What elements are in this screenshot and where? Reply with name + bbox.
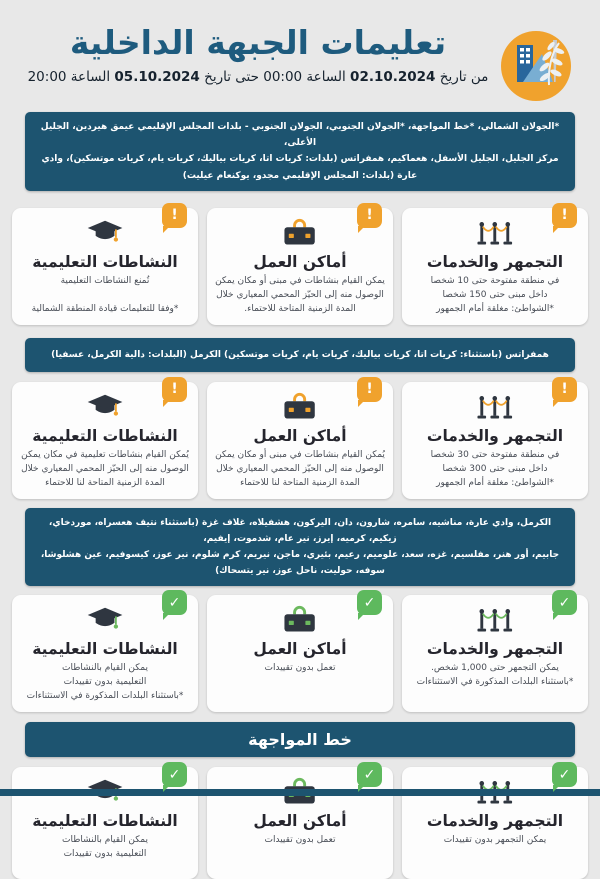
date-range <box>28 69 489 85</box>
card-workplaces <box>207 595 393 712</box>
check-badge: ✓ <box>552 762 577 787</box>
card-text: تعمل بدون تقييدات <box>264 835 336 846</box>
graduation-cap-icon <box>87 220 123 246</box>
card-text: داخل مبنى حتى 300 شخصا <box>442 463 548 474</box>
warning-badge: ! <box>552 377 577 402</box>
card-title: أماكن العمل <box>253 252 347 271</box>
card-text: يُمكن القيام بنشاطات تعليمية في مكان يمكن الوصول منه إلى الحيّز المحمي المعياري خلال المدة الزمنية المتاحة لنا للاحتماء <box>21 449 189 488</box>
date-from: 02.10.2024 <box>350 69 436 86</box>
region-header-south <box>25 508 575 587</box>
card-title: النشاطات التعليمية <box>32 640 178 659</box>
card-gatherings <box>402 595 588 712</box>
check-badge: ✓ <box>162 590 187 615</box>
card-workplaces <box>207 208 393 325</box>
card-education <box>12 208 198 325</box>
card-row-1 <box>12 208 588 325</box>
subtitle-part: الساعة 00:00 حتى تاريخ <box>204 69 346 86</box>
card-text: داخل مبنى حتى 150 شخصا <box>442 289 548 300</box>
card-footnote: *باستثناء البلدات المذكورة في الاستثناءات <box>416 677 574 688</box>
gathering-icon <box>476 607 514 633</box>
warning-badge: ! <box>162 203 187 228</box>
graduation-cap-icon <box>87 607 123 633</box>
check-badge: ✓ <box>357 762 382 787</box>
card-text: تُمنع النشاطات التعليمية <box>60 275 150 286</box>
card-text: في منطقة مفتوحة حتى 30 شخصا <box>430 449 560 460</box>
card-gatherings <box>402 382 588 499</box>
card-text: تعمل بدون تقييدات <box>264 663 336 674</box>
card-row-2 <box>12 382 588 499</box>
card-title: التجمهر والخدمات <box>426 640 564 659</box>
page-title: تعليمات الجبهة الداخلية <box>69 23 447 62</box>
card-title: التجمهر والخدمات <box>426 252 564 271</box>
briefcase-icon <box>283 220 316 246</box>
card-gatherings <box>402 767 588 879</box>
warning-badge: ! <box>162 377 187 402</box>
card-education <box>12 767 198 879</box>
card-row-3 <box>12 595 588 712</box>
header <box>0 0 600 102</box>
header-text <box>28 22 489 85</box>
card-title: أماكن العمل <box>253 426 347 445</box>
card-text: التعليمية بدون تقييدات <box>63 677 147 688</box>
card-text: يمكن التجمهر بدون تقييدات <box>443 835 547 846</box>
region-line: الكرمل، وادي عارة، مناشيه، سامره، شارون، دان، اليركون، هشفيلاه، غلاف غزة (باستثناء نتيف هعسراه، موردخاي، زيكيم، كرميه، إيرز، نير عام، شدموت، إيفيم، <box>48 517 552 544</box>
warning-badge: ! <box>357 377 382 402</box>
card-text: التعليمية بدون تقييدات <box>63 849 147 860</box>
check-badge: ✓ <box>357 590 382 615</box>
region-line: مركز الجليل، الجليل الأسفل، هعماكيم، همفراتس (بلدات: كريات اتا، كريات بياليك، كريات يام، كريات موتسكين)، وادي عارة (بلدات: المجلس الإقليمي مجدو، يوكنعام عيليت) <box>41 154 559 181</box>
briefcase-icon <box>283 607 316 633</box>
card-title: التجمهر والخدمات <box>426 426 564 445</box>
graduation-cap-icon <box>87 394 123 420</box>
card-footnote: *الشواطئ: مغلقة أمام الجمهور <box>436 477 554 488</box>
card-row-4 <box>12 767 588 879</box>
region-line: همفراتس (باستثناء: كريات اتا، كريات بياليك، كريات يام، كريات موتسكين) الكرمل (البلدات: دالية الكرمل، عسفيا) <box>51 349 549 360</box>
gathering-icon <box>476 394 514 420</box>
card-footnote: *الشواطئ: مغلقة أمام الجمهور <box>436 303 554 314</box>
region-header-mifrats-carmel <box>25 338 575 372</box>
subtitle-part: الساعة 20:00 <box>27 69 111 86</box>
region-line: *الجولان الشمالي، *خط المواجهة، *الجولان الجنوبي، الجولان الجنوبي - بلدات المجلس الإقليمي عيمق هيردين، الجليل الأعلى، <box>40 122 560 149</box>
footer-bar <box>0 789 600 796</box>
card-title: التجمهر والخدمات <box>426 812 564 831</box>
region-header-north <box>25 112 575 191</box>
gathering-icon <box>476 220 514 246</box>
subtitle-part: من تاريخ <box>439 69 489 86</box>
card-text: يمكن القيام بالنشاطات <box>62 663 148 674</box>
region-header-front-line: خط المواجهة <box>25 722 575 757</box>
card-workplaces <box>207 767 393 879</box>
card-footnote: *وفقا للتعليمات قيادة المنطقة الشمالية <box>31 303 179 314</box>
warning-badge: ! <box>552 203 577 228</box>
home-front-command-emblem-icon <box>500 30 572 102</box>
card-text: يمكن القيام بنشاطات في مبنى أو مكان يمكن الوصول منه إلى الحيّز المحمي المعياري خلال المدة الزمنية المتاحة للاحتماء. <box>215 275 385 314</box>
card-education <box>12 595 198 712</box>
card-text: يمكن التجمهر حتى 1,000 شخص. <box>431 663 559 674</box>
region-line: جابيم، أور هنر، مفلسيم، غزه، سعد، علوميم، رعيم، بئيري، ماجن، نيريم، كرم شلوم، نير عوز، كيسوفيم، عين هشلوشا، سوفه، حوليت، ناحل عوز، نير يتسحاك) <box>40 550 560 577</box>
check-badge: ✓ <box>552 590 577 615</box>
card-text: في منطقة مفتوحة حتى 10 شخصا <box>430 275 560 286</box>
check-badge: ✓ <box>162 762 187 787</box>
card-title: النشاطات التعليمية <box>32 426 178 445</box>
card-title: النشاطات التعليمية <box>32 252 178 271</box>
date-to: 05.10.2024 <box>114 69 200 86</box>
card-footnote: *باستثناء البلدات المذكورة في الاستثناءات <box>26 691 184 702</box>
card-workplaces <box>207 382 393 499</box>
card-education <box>12 382 198 499</box>
card-title: أماكن العمل <box>253 812 347 831</box>
card-text: يُمكن القيام بنشاطات في مبنى أو مكان يمكن الوصول منه إلى الحيّز المحمي المعياري خلال المدة الزمنية المتاحة لنا للاحتماء <box>215 449 385 488</box>
card-title: النشاطات التعليمية <box>32 812 178 831</box>
briefcase-icon <box>283 394 316 420</box>
card-title: أماكن العمل <box>253 640 347 659</box>
card-gatherings <box>402 208 588 325</box>
warning-badge: ! <box>357 203 382 228</box>
card-text: يمكن القيام بالنشاطات <box>62 835 148 846</box>
